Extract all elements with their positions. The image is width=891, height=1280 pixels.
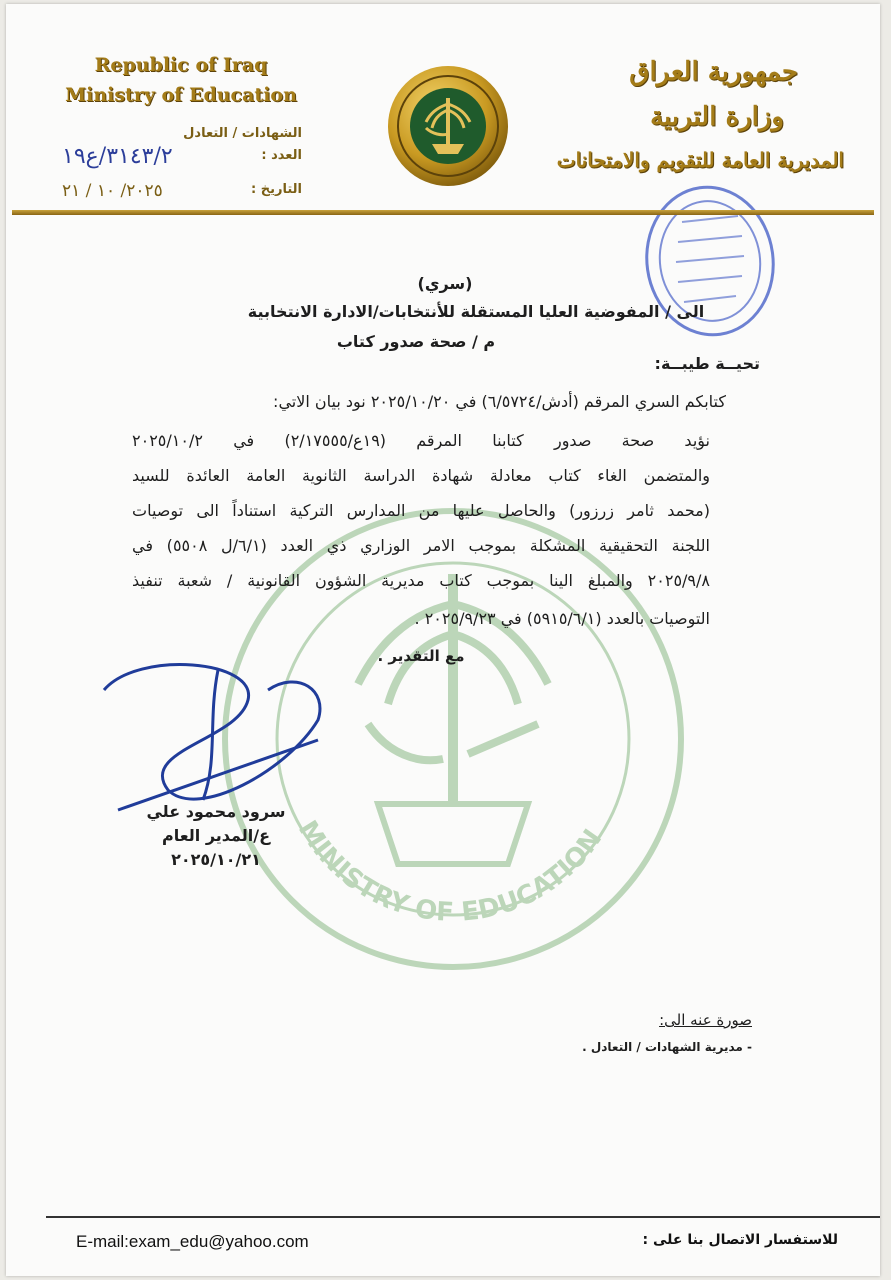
handwritten-signature [98,650,328,820]
english-letterhead [46,50,316,110]
copy-to-title: صورة عنه الى: [659,1011,752,1029]
date-row [62,178,302,204]
recipient-line: الى / المفوضية العليا المستقلة للأنتخابات/الادارة الانتخابية [247,302,705,321]
body-line: نؤيد صحة صدور كتابنا المرقم (١٩ع/٢/١٧٥٥٥) في ٢٠٢٥/١٠/٢ [132,431,711,450]
greeting-line: تحيــة طيبــة: [654,354,760,373]
copy-to-item: - مديرية الشهادات / التعادل . [582,1040,752,1054]
english-ministry: Ministry of Education [65,84,297,106]
arabic-country: جمهورية العراق [629,57,798,87]
header-divider [12,210,874,215]
reference-number-row [62,144,302,170]
footer-contact-label: للاستفسار الاتصال بنا على : [642,1232,838,1248]
arabic-directorate: المديرية العامة للتقويم والامتحانات [556,148,844,172]
footer-email: E-mail:exam_edu@yahoo.com [76,1232,309,1251]
department-label: الشهادات / التعادل [183,126,302,141]
body-line: (محمد ثامر زرزور) والحاصل عليها من المدارس التركية استناداً الى توصيات [132,501,710,520]
footer-divider [46,1216,880,1218]
body-line: اللجنة التحقيقية المشكلة بموجب الامر الوزاري ذي العدد (٦/١/ل ٥٥٠٨) في [132,536,711,555]
classification-label: (سري) [417,274,473,293]
body-line: والمتضمن الغاء كتاب معادلة شهادة الدراسة الثانوية العامة العائدة للسيد [132,466,710,485]
closing-line: مع التقدير . [377,647,465,665]
reference-number-label: العدد : [261,148,302,163]
english-country: Republic of Iraq [94,54,268,76]
reference-number: ٣١٤٣/٢/ع١٩ [62,144,173,169]
signatory-title: ع/المدير العام [161,826,271,845]
subject-line: م / صحة صدور كتاب [336,332,496,351]
letter-date: ٢٠٢٥/ ١٠ / ٢١ [62,181,163,201]
signature-date: ٢٠٢٥/١٠/٢١ [171,850,261,869]
svg-text:MINISTRY OF EDUCATION [292,816,608,928]
body-line: ٢٠٢٥/٩/٨ والمبلغ الينا بموجب كتاب مديرية الشؤون القانونية / شعبة تنفيذ [132,571,710,590]
body-line: كتابكم السري المرقم (أدش/٦/٥٧٢٤) في ٢٠٢٥/١٠/٢٠ نود بيان الاتي: [273,392,726,411]
signatory-name: سرود محمود علي [146,802,286,821]
arabic-letterhead [544,50,844,180]
letter-date-label: التاريخ : [251,182,302,197]
ministry-emblem-seal [386,64,510,188]
body-line: التوصيات بالعدد (٥٩١٥/٦/١) في ٢٠٢٥/٩/٢٣ . [414,609,710,628]
arabic-ministry: وزارة التربية [650,102,784,132]
letter-page [6,4,880,1276]
watermark-text: MINISTRY OF EDUCATION [292,815,609,928]
